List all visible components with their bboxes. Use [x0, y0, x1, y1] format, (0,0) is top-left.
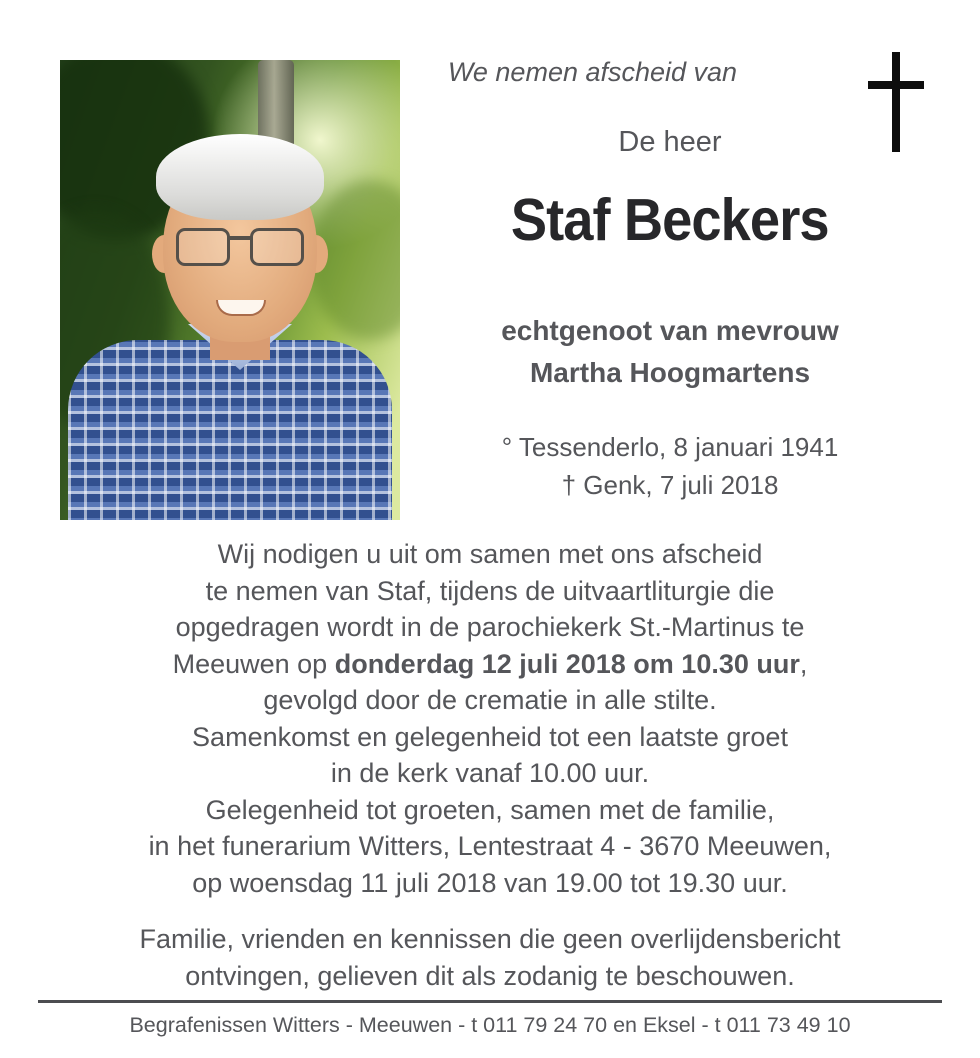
spouse-intro: echtgenoot van mevrouw — [501, 315, 839, 346]
glasses-icon — [176, 228, 304, 268]
salutation: De heer — [618, 126, 722, 158]
birth-date: ° Tessenderlo, 8 januari 1941 — [501, 432, 839, 462]
glasses-lens — [176, 228, 230, 266]
invitation-line-3: opgedragen wordt in de parochiekerk St.-Martinus te — [175, 612, 805, 642]
deceased-name — [400, 186, 940, 254]
closing-notice — [0, 921, 980, 994]
invitation-line-4 — [0, 646, 980, 683]
invitation-line-1: Wij nodigen u uit om samen met ons afscheid — [217, 539, 763, 569]
photo-white-hair — [156, 134, 324, 220]
invitation-line-9: in het funerarium Witters, Lentestraat 4 - 3670 Meeuwen, — [148, 831, 832, 861]
spouse-name: Martha Hoogmartens — [529, 357, 811, 388]
footer-divider — [38, 1000, 942, 1003]
death-date: † Genk, 7 juli 2018 — [561, 470, 779, 500]
funeral-home-contact: Begrafenissen Witters - Meeuwen - t 011 79 24 70 en Eksel - t 011 73 49 10 — [129, 1013, 851, 1037]
invitation-line-5: gevolgd door de crematie in alle stilte. — [263, 685, 717, 715]
invitation-line-2: te nemen van Staf, tijdens de uitvaartliturgie die — [205, 575, 775, 606]
intro-phrase: We nemen afscheid van — [447, 57, 738, 87]
invitation-line-4-end: , — [799, 648, 808, 679]
invitation-line-4-pre: Meeuwen op — [172, 648, 335, 679]
closing-line-2: ontvingen, gelieven dit als zodanig te beschouwen. — [185, 960, 795, 991]
funeral-date-time: donderdag 12 juli 2018 om 10.30 uur — [334, 648, 800, 679]
invitation-line-10: op woensdag 11 juli 2018 van 19.00 tot 19.30 uur. — [192, 867, 788, 898]
deceased-name-text: Staf Beckers — [511, 187, 829, 253]
invitation-line-6: Samenkomst en gelegenheid tot een laatste groet — [192, 721, 788, 752]
glasses-lens — [250, 228, 304, 266]
closing-line-1: Familie, vrienden en kennissen die geen overlijdensbericht — [139, 924, 841, 954]
invitation-text — [0, 536, 980, 994]
invitation-line-8: Gelegenheid tot groeten, samen met de familie, — [205, 794, 775, 825]
glasses-bridge — [228, 236, 252, 240]
portrait-photo — [60, 60, 400, 520]
photo-plaid-shirt — [68, 340, 392, 520]
invitation-line-7: in de kerk vanaf 10.00 uur. — [330, 758, 650, 788]
